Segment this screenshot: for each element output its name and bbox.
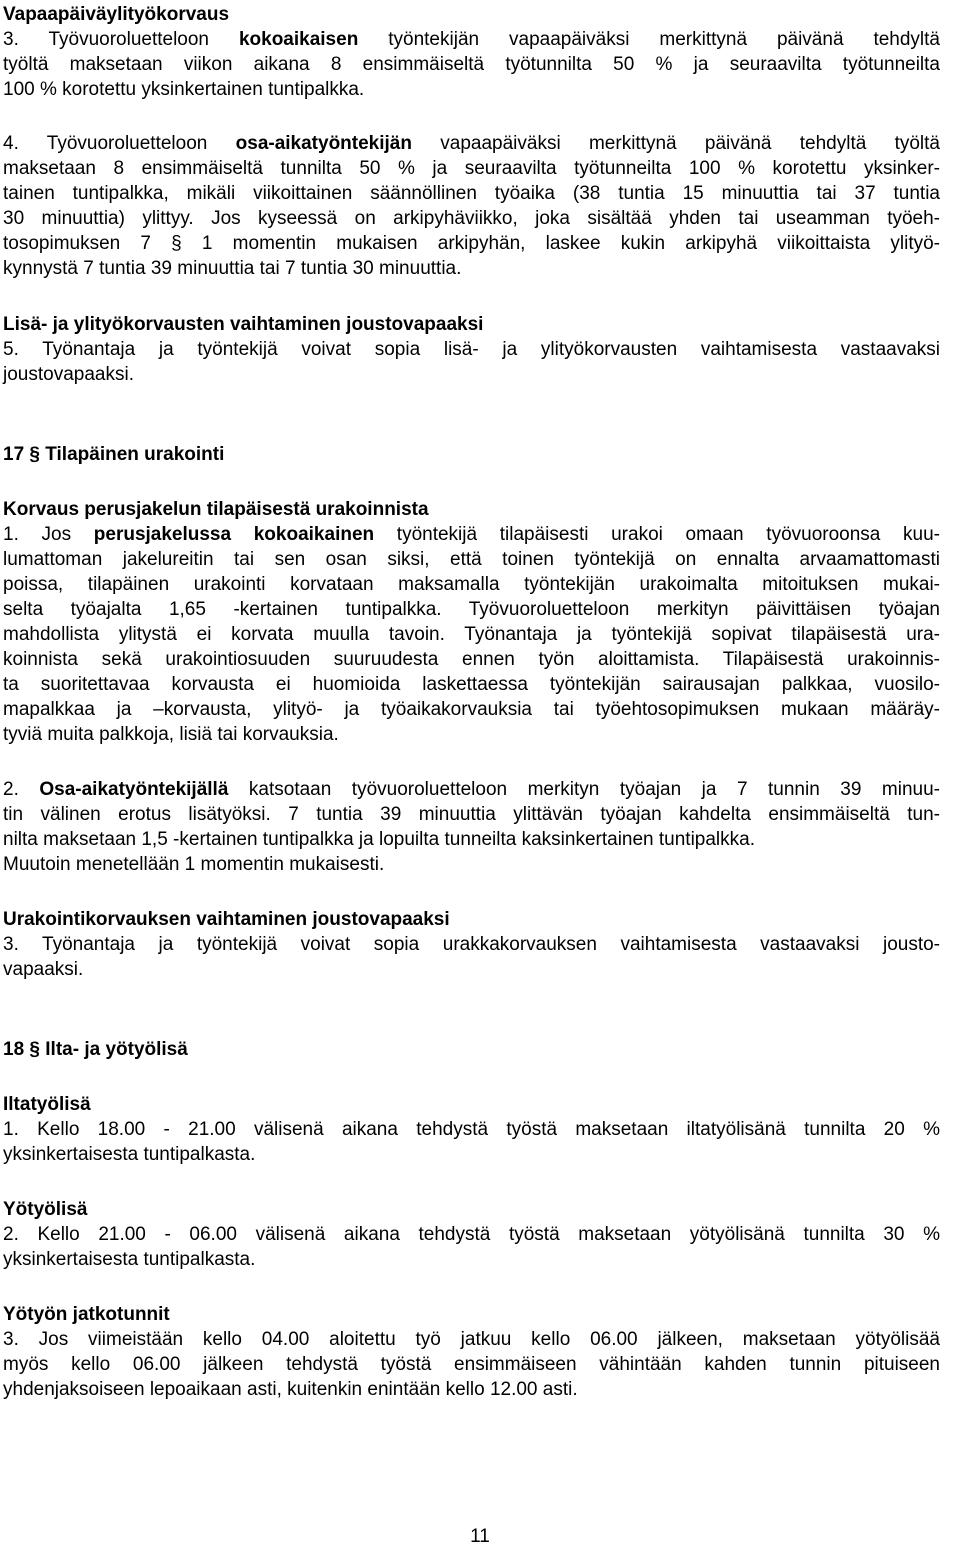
text-run: lumattoman jakelureitin tai sen osan siksi, että toinen työntekijä on ennalta arvaamattomasti — [3, 549, 940, 570]
text-line — [3, 957, 83, 982]
text-line — [3, 932, 940, 957]
text-run: maksetaan 8 ensimmäiseltä tunnilta 50 % ja seuraavilta työtunneilta 100 % korotettu yksinker- — [3, 158, 940, 179]
text-run: poissa, tilapäinen urakointi korvataan maksamalla työntekijän urakoimalta mitoituksen mukai- — [3, 574, 940, 595]
text-run: yksinkertaisesta tuntipalkasta. — [3, 1144, 256, 1165]
bold-text-run: 17 § Tilapäinen urakointi — [3, 444, 225, 465]
text-line — [3, 156, 940, 181]
text-line — [3, 1222, 940, 1247]
text-run: 1. Jos — [3, 524, 94, 545]
text-run: Muutoin menetellään 1 momentin mukaisesti. — [3, 854, 385, 875]
text-line — [3, 312, 483, 337]
text-line — [3, 547, 940, 572]
text-line — [3, 206, 940, 231]
text-run: tin välinen erotus lisätyöksi. 7 tuntia 39 minuuttia ylittävän työajan kahdelta ensimmäiseltä tun- — [3, 804, 940, 825]
text-line — [3, 1247, 255, 1272]
text-run: mahdollista ylitystä ei korvata muulla tavoin. Työnantaja ja työntekijä sopivat tilapäisestä ura- — [3, 624, 940, 645]
text-run: nilta maksetaan 1,5 -kertainen tuntipalkka ja lopuilta tunneilta kaksinkertainen tuntipalkka. — [3, 829, 756, 850]
text-line — [3, 852, 384, 877]
text-line — [3, 597, 940, 622]
bold-text-run: perusjakelussa kokoaikainen — [93, 524, 375, 545]
text-line — [3, 1117, 940, 1142]
text-line — [3, 647, 940, 672]
text-run: vapaaksi. — [3, 959, 84, 980]
text-run: työntekijän vapaapäiväksi merkittynä päivänä tehdyltä — [358, 29, 940, 50]
text-run: 4. Työvuoroluetteloon — [3, 133, 236, 154]
text-line — [3, 497, 429, 522]
text-line — [3, 907, 450, 932]
text-line — [3, 802, 940, 827]
bold-text-run: osa-aikatyöntekijän — [235, 133, 412, 154]
text-run: tyviä muita palkkoja, lisiä tai korvauksia. — [3, 724, 339, 745]
text-run: myös kello 06.00 jälkeen tehdystä työstä ensimmäiseen vähintään kahden tunnin pituiseen — [3, 1354, 940, 1375]
text-line — [3, 442, 224, 467]
text-run: työntekijä tilapäisesti urakoi omaan työvuoroonsa kuu- — [374, 524, 940, 545]
text-line — [3, 1327, 940, 1352]
text-line — [3, 181, 940, 206]
text-line — [3, 2, 229, 27]
text-line — [3, 722, 339, 747]
text-line — [3, 231, 940, 256]
text-run: 3. Työnantaja ja työntekijä voivat sopia urakkakorvauksen vaihtamisesta vastaavaksi jousto- — [3, 934, 940, 955]
text-run: 100 % korotettu yksinkertainen tuntipalkka. — [3, 79, 365, 100]
text-line — [3, 131, 940, 156]
text-line — [3, 1037, 188, 1062]
text-line — [3, 622, 940, 647]
text-run: työltä maksetaan viikon aikana 8 ensimmäiseltä työtunnilta 50 % ja seuraavilta työtunneilta — [3, 54, 940, 75]
bold-text-run: kokoaikaisen — [238, 29, 359, 50]
text-line — [3, 256, 461, 281]
text-line — [3, 337, 940, 362]
text-line — [3, 522, 940, 547]
text-line — [3, 1092, 91, 1117]
text-line — [3, 827, 755, 852]
text-line — [3, 1377, 578, 1402]
text-run: tainen tuntipalkka, mikäli viikoittainen säännöllinen työaika (38 tuntia 15 minuuttia tai 37 tuntia — [3, 183, 940, 204]
text-run: katsotaan työvuoroluetteloon merkityn työajan ja 7 tunnin 39 minuu- — [228, 779, 940, 800]
bold-text-run: Osa-aikatyöntekijällä — [39, 779, 229, 800]
text-run: yksinkertaisesta tuntipalkasta. — [3, 1249, 256, 1270]
text-line — [3, 777, 940, 802]
text-line — [3, 1352, 940, 1377]
text-run: 3. Työvuoroluetteloon — [3, 29, 239, 50]
text-line — [3, 1197, 87, 1222]
text-line — [3, 697, 940, 722]
text-line — [3, 27, 940, 52]
text-run: selta työajalta 1,65 -kertainen tuntipalkka. Työvuoroluetteloon merkityn päivittäisen työajan — [3, 599, 940, 620]
text-line — [3, 672, 940, 697]
text-run: 5. Työnantaja ja työntekijä voivat sopia lisä- ja ylityökorvausten vaihtamisesta vastaavaksi — [3, 339, 940, 360]
text-run: kynnystä 7 tuntia 39 minuuttia tai 7 tuntia 30 minuuttia. — [3, 258, 462, 279]
bold-text-run: Vapaapäiväylityökorvaus — [3, 4, 230, 25]
text-run: mapalkkaa ja –korvausta, ylityö- ja työaikakorvauksia tai työehtosopimuksen mukaan määräy- — [3, 699, 940, 720]
bold-text-run: Lisä- ja ylityökorvausten vaihtaminen joustovapaaksi — [3, 314, 484, 335]
text-line — [3, 1142, 255, 1167]
bold-text-run: Yötyölisä — [3, 1199, 88, 1220]
text-run: tosopimuksen 7 § 1 momentin mukaisen arkipyhän, laskee kukin arkipyhä viikoittaista ylityö- — [3, 233, 940, 254]
text-run: 2. Kello 21.00 - 06.00 välisenä aikana tehdystä työstä maksetaan yötyölisänä tunnilta 30 % — [3, 1224, 940, 1245]
text-line — [3, 362, 134, 387]
text-run: koinnista sekä urakointiosuuden suuruudesta ennen työn aloittamista. Tilapäisestä urakoinnis- — [3, 649, 940, 670]
text-run: joustovapaaksi. — [3, 364, 134, 385]
text-run: 2. — [3, 779, 40, 800]
text-run: 3. Jos viimeistään kello 04.00 aloitettu työ jatkuu kello 06.00 jälkeen, maksetaan yötyölisää — [3, 1329, 940, 1350]
bold-text-run: Iltatyölisä — [3, 1094, 91, 1115]
text-line — [3, 52, 940, 77]
text-run: vapaapäiväksi merkittynä päivänä tehdyltä työltä — [411, 133, 940, 154]
bold-text-run: Urakointikorvauksen vaihtaminen joustovapaaksi — [3, 909, 450, 930]
text-run: 1. Kello 18.00 - 21.00 välisenä aikana tehdystä työstä maksetaan iltatyölisänä tunnilta 20 % — [3, 1119, 940, 1140]
text-run: ta suoritettavaa korvausta ei huomioida laskettaessa työntekijän sairausajan palkkaa, vuosilo- — [3, 674, 940, 695]
bold-text-run: Yötyön jatkotunnit — [3, 1304, 170, 1325]
text-line — [3, 77, 364, 102]
text-run: 30 minuuttia) ylittyy. Jos kyseessä on arkipyhäviikko, joka sisältää yhden tai useamman työeh- — [3, 208, 940, 229]
text-line — [3, 572, 940, 597]
bold-text-run: 18 § Ilta- ja yötyölisä — [3, 1039, 188, 1060]
text-run: yhdenjaksoiseen lepoaikaan asti, kuitenkin enintään kello 12.00 asti. — [3, 1379, 578, 1400]
text-line — [3, 1302, 170, 1327]
page-number: 11 — [470, 1526, 490, 1547]
bold-text-run: Korvaus perusjakelun tilapäisestä urakoinnista — [3, 499, 429, 520]
